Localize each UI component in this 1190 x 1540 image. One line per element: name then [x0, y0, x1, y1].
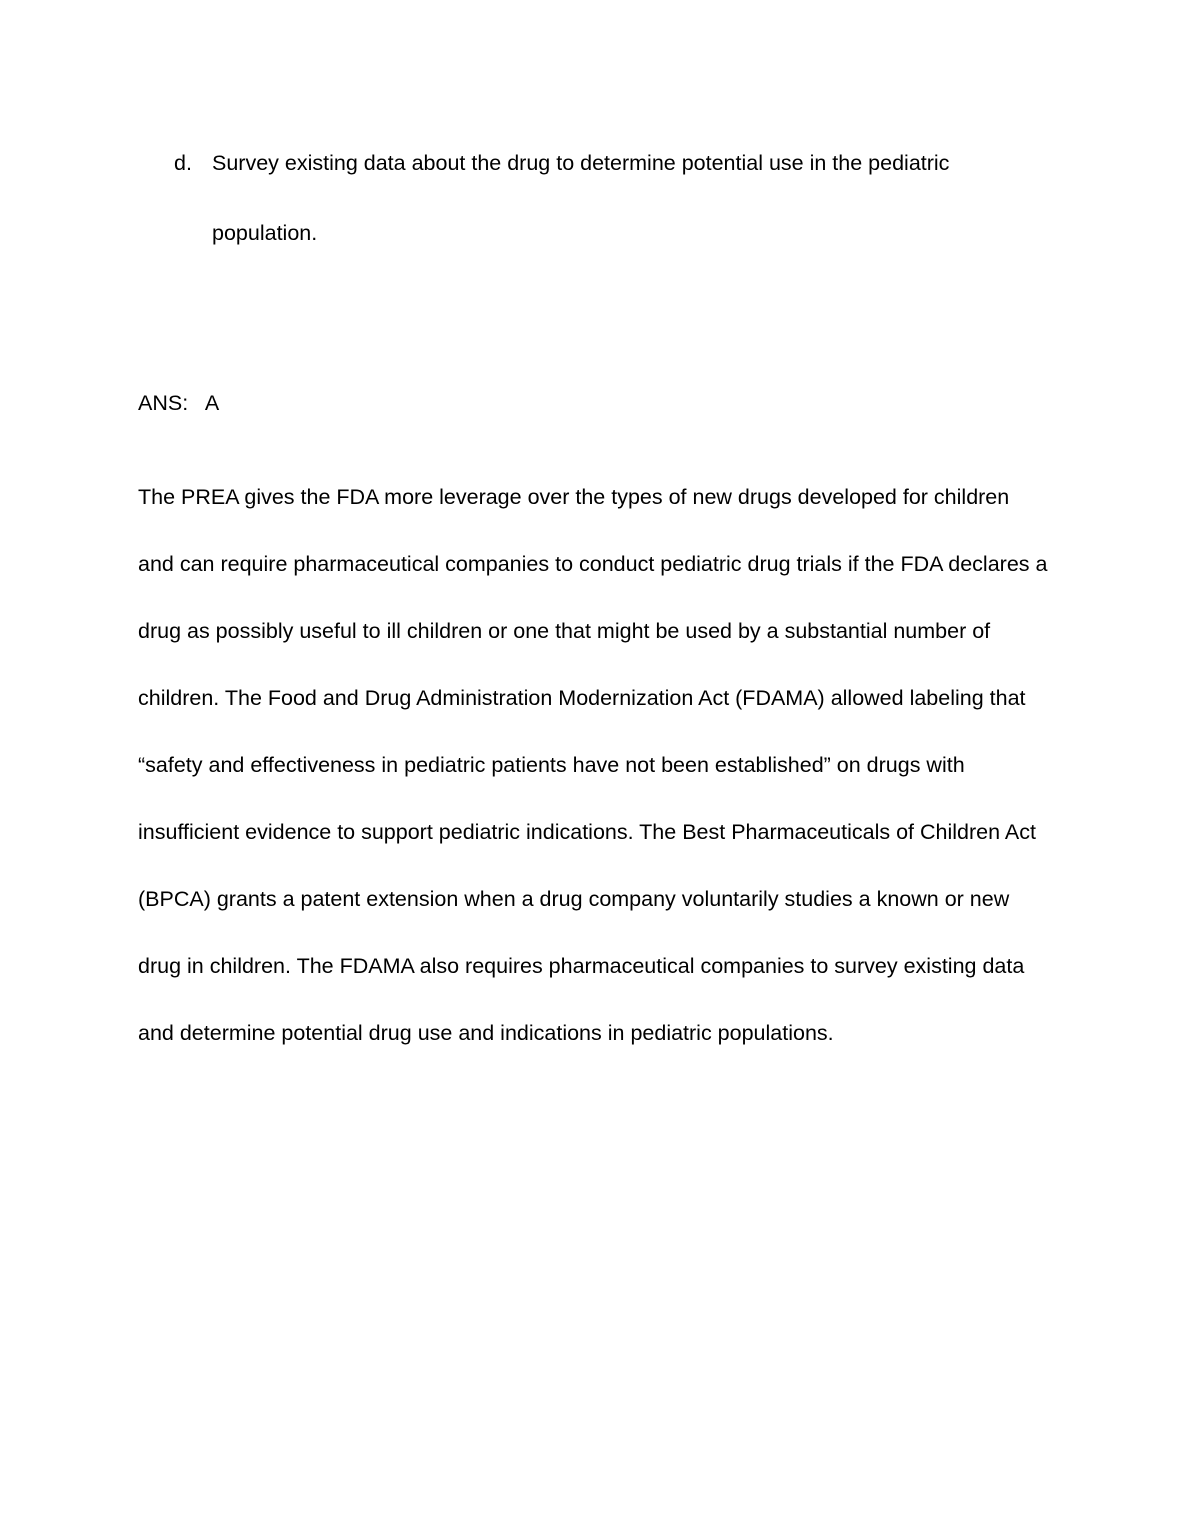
list-item-marker: d. — [174, 151, 192, 175]
answer-line: ANS: A — [138, 391, 220, 415]
rationale-paragraph: The PREA gives the FDA more leverage over the types of new drugs developed for children and can require pharmaceutical companies to conduct pediatric drug trials if the FDA declares a drug as possibly useful to ill children or one that might be used by a substantial number of children. The Food and Drug Administration Modernization Act (FDAMA) allowed labeling that “safety and effectiveness in pediatric patients have not been established” on drugs with insufficient evidence to support pediatric indications. The Best Pharmaceuticals of Children Act (BPCA) grants a patent extension when a drug company voluntarily studies a known or new drug in children. The FDAMA also requires pharmaceutical companies to survey existing data and determine potential drug use and indications in pediatric populations. — [138, 485, 1048, 1045]
section-spacer — [138, 268, 1050, 386]
list-item — [174, 128, 1050, 268]
page-content — [138, 128, 1050, 1067]
list-item-text: Survey existing data about the drug to determine potential use in the pediatric population. — [212, 151, 950, 245]
